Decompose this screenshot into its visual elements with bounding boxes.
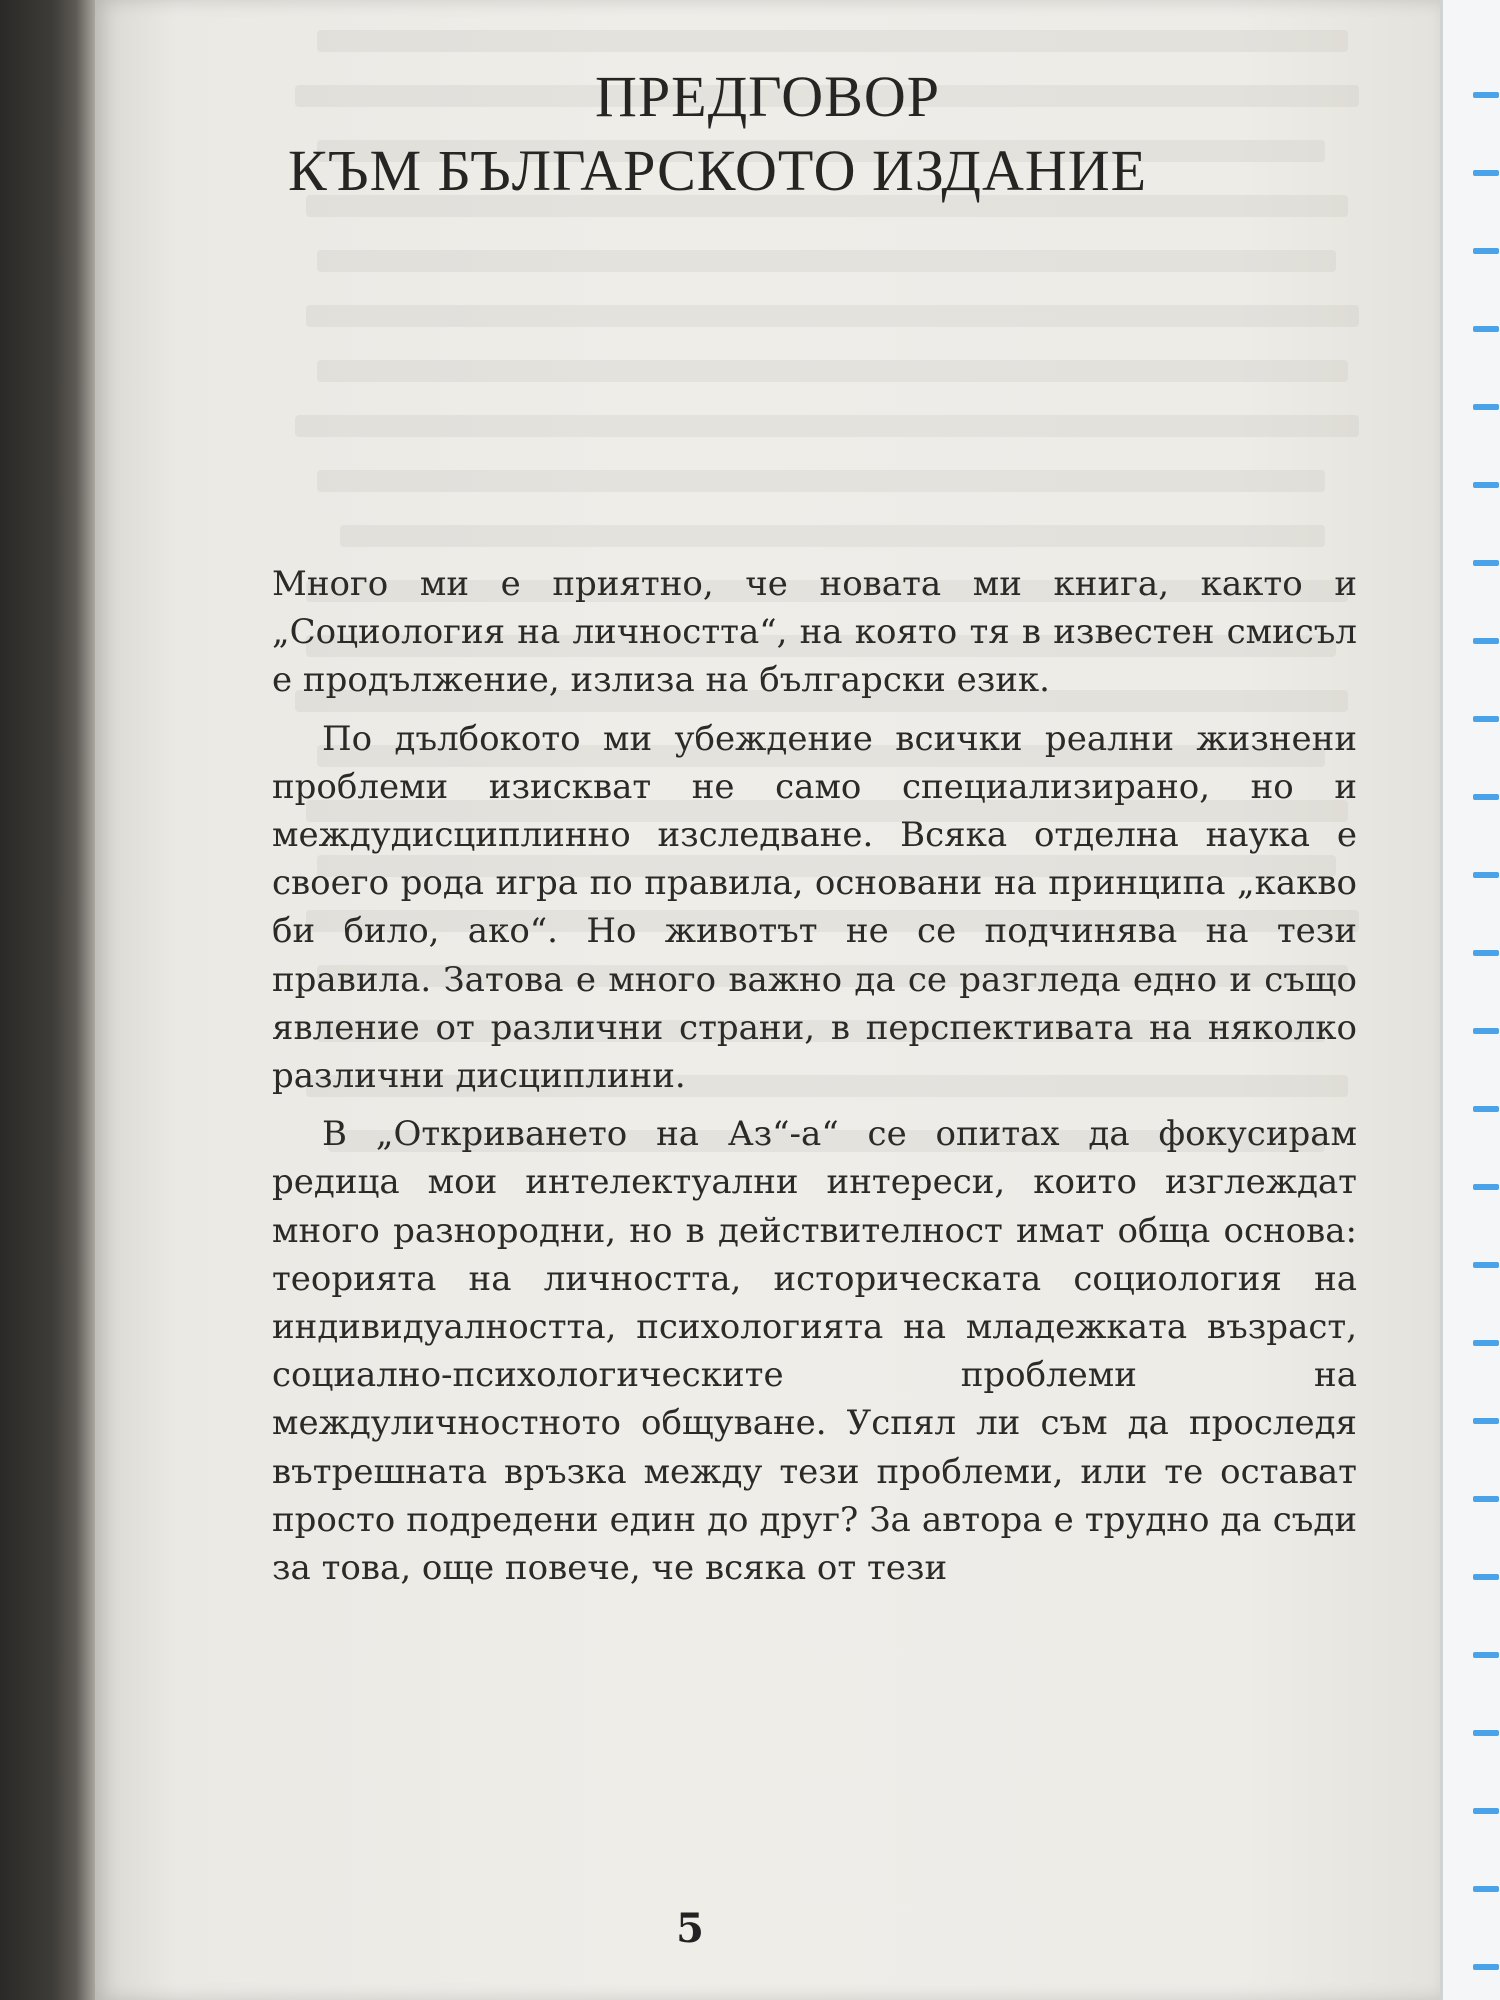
body-text: [272, 560, 1357, 1592]
book-gutter: [0, 0, 95, 2000]
paragraph-3: В „Откриването на Аз“-а“ се опитах да фокусирам редица мои интелектуални интереси, които изглеждат много разнородни, но в действителност имат обща основа: теорията на личността, историческата социология на индивидуалността, психологията на младежката възраст, социално-психологическите проблеми на междуличностното общуване. Успял ли съм да проследя вътрешната връзка между тези проблеми, или те остават просто подредени един до друг? За автора е трудно да съди за това, още повече, че всяка от тези: [272, 1114, 1357, 1589]
chapter-heading: [95, 60, 1440, 208]
heading-line-1: ПРЕДГОВОР: [595, 64, 940, 129]
paragraph-2: По дълбокото ми убеждение всички реални жизнени проблеми изискват не само специализирано, но и междудисциплинно изследване. Всяка отделна наука е своего рода игра по правила, основани на принципа „какво би било, ако“. Но животът не се подчинява на тези правила. Затова е много важно да се разгледа едно и също явление от различни страни, в перспективата на няколко различни дисциплини.: [272, 718, 1357, 1097]
paragraph-1: Много ми е приятно, че новата ми книга, както и „Социология на личността“, на която тя в известен смисъл е продължение, излиза на български език.: [272, 564, 1357, 701]
page-number: 5: [676, 1905, 704, 1952]
heading-line-2: КЪМ БЪЛГАРСКОТО ИЗДАНИЕ: [287, 138, 1148, 203]
notebook-edge: [1440, 0, 1500, 2000]
